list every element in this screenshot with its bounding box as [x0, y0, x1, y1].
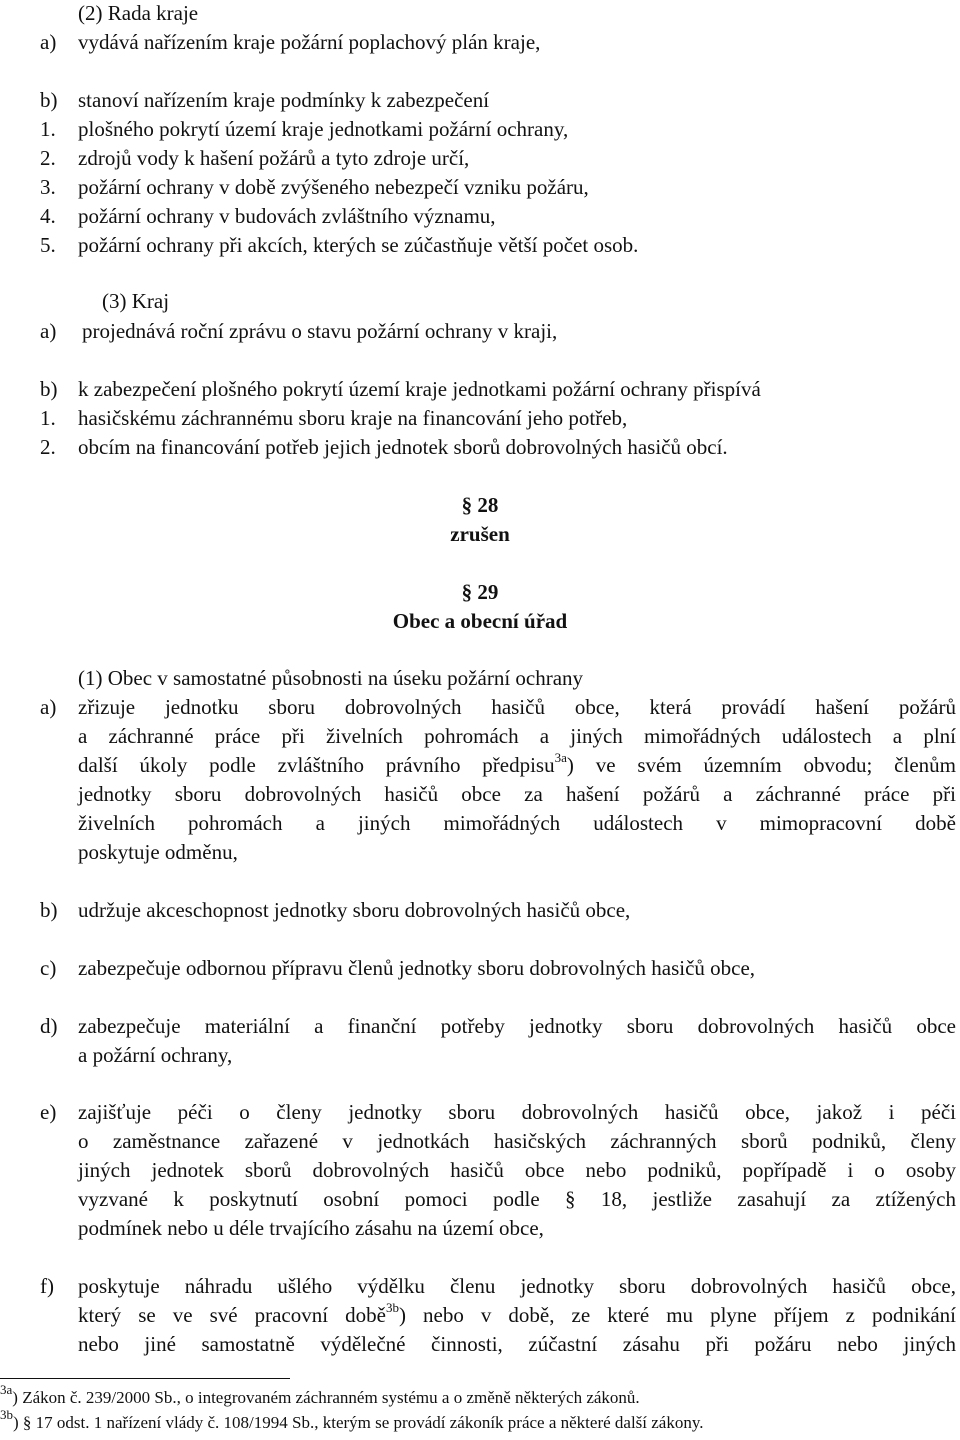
- item-a-line: zřizuje jednotku sboru dobrovolných hasičů obce, která provádí hašení požárů: [78, 695, 956, 719]
- list-number: 3.: [40, 175, 56, 199]
- footnote: [0, 1382, 640, 1409]
- item-c-text: zabezpečuje odbornou přípravu členů jednotky sboru dobrovolných hasičů obce,: [78, 956, 756, 980]
- footnote-mark: 3a: [0, 1382, 13, 1398]
- sec2-heading: (2) Rada kraje: [78, 1, 199, 25]
- footnote-text: ) § 17 odst. 1 nařízení vlády č. 108/1994 Sb., kterým se provádí zákoník práce a některé další zákony.: [13, 1413, 704, 1432]
- list-number: 1.: [40, 406, 56, 430]
- sec3-a-text: projednává roční zprávu o stavu požární ochrany v kraji,: [82, 319, 558, 343]
- sec29-1-heading: (1) Obec v samostatné působnosti na úseku požární ochrany: [78, 666, 584, 690]
- list-text: požární ochrany v budovách zvláštního významu,: [78, 204, 496, 228]
- item-a-line: jednotky sboru dobrovolných hasičů obce za hašení požárů a záchranné práce při: [78, 782, 956, 806]
- item-e-line: vyzvané k poskytnutí osobní pomoci podle § 18, jestliže zasahují za ztížených: [78, 1187, 956, 1211]
- item-a-text: další úkoly podle zvláštního právního předpisu: [78, 753, 555, 777]
- item-e-line: o zaměstnance zařazené v jednotkách hasičských záchranných sborů podniků, členy: [78, 1129, 956, 1153]
- item-c-label: c): [40, 956, 57, 980]
- sec2-a-text: vydává nařízením kraje požární poplachový plán kraje,: [78, 30, 541, 54]
- footnote-ref: 3b: [385, 1300, 399, 1315]
- item-a-line-with-footnote: [78, 752, 956, 778]
- footnote-ref: 3a: [554, 750, 567, 765]
- sec2-b-text: stanoví nařízením kraje podmínky k zabezpečení: [78, 88, 490, 112]
- list-text: obcím na financování potřeb jejich jednotek sborů dobrovolných hasičů obcí.: [78, 435, 728, 459]
- item-a-text: ) ve svém územním obvodu; členům: [566, 753, 956, 777]
- item-b-label: b): [40, 898, 58, 922]
- footnote-mark: 3b: [0, 1407, 13, 1423]
- item-d-line: a požární ochrany,: [78, 1043, 233, 1067]
- sec3-heading: (3) Kraj: [102, 289, 170, 313]
- list-number: 5.: [40, 233, 56, 257]
- list-number: 2.: [40, 435, 56, 459]
- item-a-line: a záchranné práce při živelních pohromách a jiných mimořádných událostech a plní: [78, 724, 956, 748]
- list-text: hasičskému záchrannému sboru kraje na financování jeho potřeb,: [78, 406, 628, 430]
- sec2-b-label: b): [40, 88, 58, 112]
- item-f-line-with-footnote: [78, 1302, 956, 1328]
- item-d-label: d): [40, 1014, 58, 1038]
- item-e-line: jiných jednotek sborů dobrovolných hasičů obce nebo podniků, popřípadě i o osoby: [78, 1158, 956, 1182]
- footnote-divider: [0, 1378, 290, 1379]
- list-number: 1.: [40, 117, 56, 141]
- item-f-text: který se ve své pracovní době: [78, 1303, 386, 1327]
- item-f-label: f): [40, 1274, 54, 1298]
- item-f-text: ) nebo v době, ze které mu plyne příjem z podnikání: [398, 1303, 956, 1327]
- list-text: plošného pokrytí území kraje jednotkami požární ochrany,: [78, 117, 569, 141]
- item-a-label: a): [40, 695, 57, 719]
- sec2-a-label: a): [40, 30, 57, 54]
- list-text: požární ochrany při akcích, kterých se zúčastňuje větší počet osob.: [78, 233, 639, 257]
- item-a-line: poskytuje odměnu,: [78, 840, 238, 864]
- item-b-text: udržuje akceschopnost jednotky sboru dobrovolných hasičů obce,: [78, 898, 631, 922]
- footnote-text: ) Zákon č. 239/2000 Sb., o integrovaném záchranném systému a o změně některých zákonů.: [12, 1388, 640, 1407]
- footnote: [0, 1407, 704, 1434]
- list-number: 4.: [40, 204, 56, 228]
- sec3-b-text: k zabezpečení plošného pokrytí území kraje jednotkami požární ochrany přispívá: [78, 377, 761, 401]
- item-f-line: nebo jiné samostatně výdělečné činnosti, zúčastní zásahu při požáru nebo jiných: [78, 1332, 956, 1356]
- sec3-a-label: a): [40, 319, 57, 343]
- paragraph-28-title: zrušen: [450, 522, 510, 546]
- paragraph-28-number: § 28: [461, 493, 499, 517]
- item-e-line: zajišťuje péči o členy jednotky sboru dobrovolných hasičů obce, jakož i péči: [78, 1100, 956, 1124]
- paragraph-29-title: Obec a obecní úřad: [392, 609, 568, 633]
- item-a-line: živelních pohromách a jiných mimořádných událostech v mimopracovní době: [78, 811, 956, 835]
- paragraph-29-number: § 29: [461, 580, 499, 604]
- item-f-line: poskytuje náhradu ušlého výdělku členu jednotky sboru dobrovolných hasičů obce,: [78, 1274, 956, 1298]
- list-number: 2.: [40, 146, 56, 170]
- list-text: zdrojů vody k hašení požárů a tyto zdroje určí,: [78, 146, 470, 170]
- item-d-line: zabezpečuje materiální a finanční potřeby jednotky sboru dobrovolných hasičů obce: [78, 1014, 956, 1038]
- list-text: požární ochrany v době zvýšeného nebezpečí vzniku požáru,: [78, 175, 589, 199]
- item-e-line: podmínek nebo u déle trvajícího zásahu na území obce,: [78, 1216, 544, 1240]
- sec3-b-label: b): [40, 377, 58, 401]
- item-e-label: e): [40, 1100, 57, 1124]
